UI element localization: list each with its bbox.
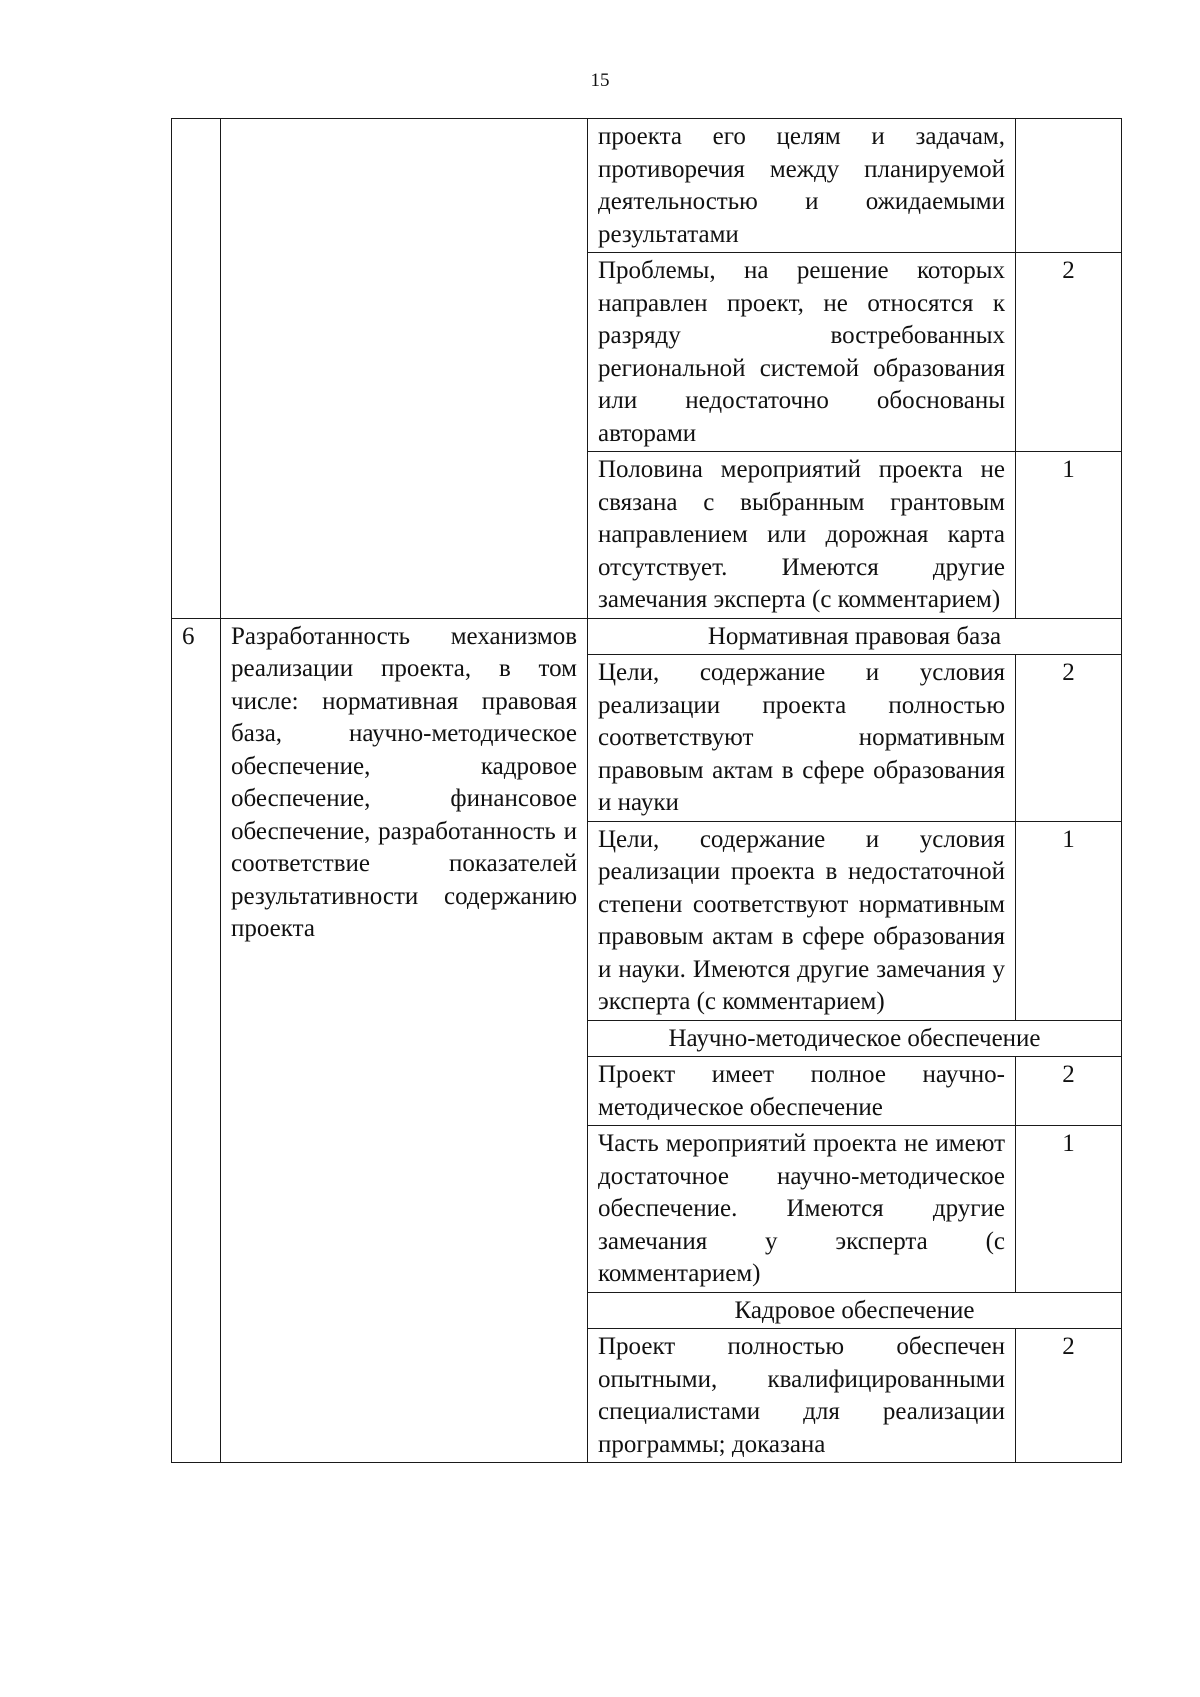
table-row xyxy=(172,618,1122,655)
page-number: 15 xyxy=(590,70,610,91)
score-description: Половина мероприятий проекта не связана с выбранным грантовым направлением или дорожная карта отсутствует. Имеются другие замечания эксперта (с комментарием) xyxy=(588,452,1016,619)
subsection-heading-staff: Кадровое обеспечение xyxy=(588,1292,1122,1329)
score-description: Часть мероприятий проекта не имеют достаточное научно-методическое обеспечение. Имеются другие замечания у эксперта (с комментарием) xyxy=(588,1126,1016,1293)
criterion-number: 6 xyxy=(172,618,221,1463)
score-description: Проблемы, на решение которых направлен проект, не относятся к разряду востребованных региональной системой образования или недостаточно обоснованы авторами xyxy=(588,253,1016,452)
subsection-heading-method: Научно-методическое обеспечение xyxy=(588,1020,1122,1057)
criterion-number-cell xyxy=(172,119,221,619)
score-points: 2 xyxy=(1016,1057,1122,1126)
subsection-heading-legal: Нормативная правовая база xyxy=(588,618,1122,655)
score-points: 1 xyxy=(1016,1126,1122,1293)
score-points: 2 xyxy=(1016,655,1122,822)
score-description: Цели, содержание и условия реализации проекта в недостаточной степени соответствуют нормативным правовым актам в сфере образования и науки. Имеются другие замечания у эксперта (с комментарием) xyxy=(588,821,1016,1020)
table-row xyxy=(172,119,1122,253)
score-description: проекта его целям и задачам, противоречия между планируемой деятельностью и ожидаемыми результатами xyxy=(588,119,1016,253)
score-points: 1 xyxy=(1016,452,1122,619)
score-points xyxy=(1016,119,1122,253)
score-points: 1 xyxy=(1016,821,1122,1020)
score-description: Проект полностью обеспечен опытными, квалифицированными специалистами для реализации программы; доказана xyxy=(588,1329,1016,1463)
criterion-title-cell xyxy=(221,119,588,619)
score-points: 2 xyxy=(1016,1329,1122,1463)
criterion-title: Разработанность механизмов реализации проекта, в том числе: нормативная правовая база, научно-методическое обеспечение, кадровое обеспечение, финансовое обеспечение, разработанность и соответствие показателей результативности содержанию проекта xyxy=(221,618,588,1463)
criteria-table xyxy=(171,118,1122,1463)
score-description: Проект имеет полное научно-методическое обеспечение xyxy=(588,1057,1016,1126)
score-description: Цели, содержание и условия реализации проекта полностью соответствуют нормативным правовым актам в сфере образования и науки xyxy=(588,655,1016,822)
score-points: 2 xyxy=(1016,253,1122,452)
